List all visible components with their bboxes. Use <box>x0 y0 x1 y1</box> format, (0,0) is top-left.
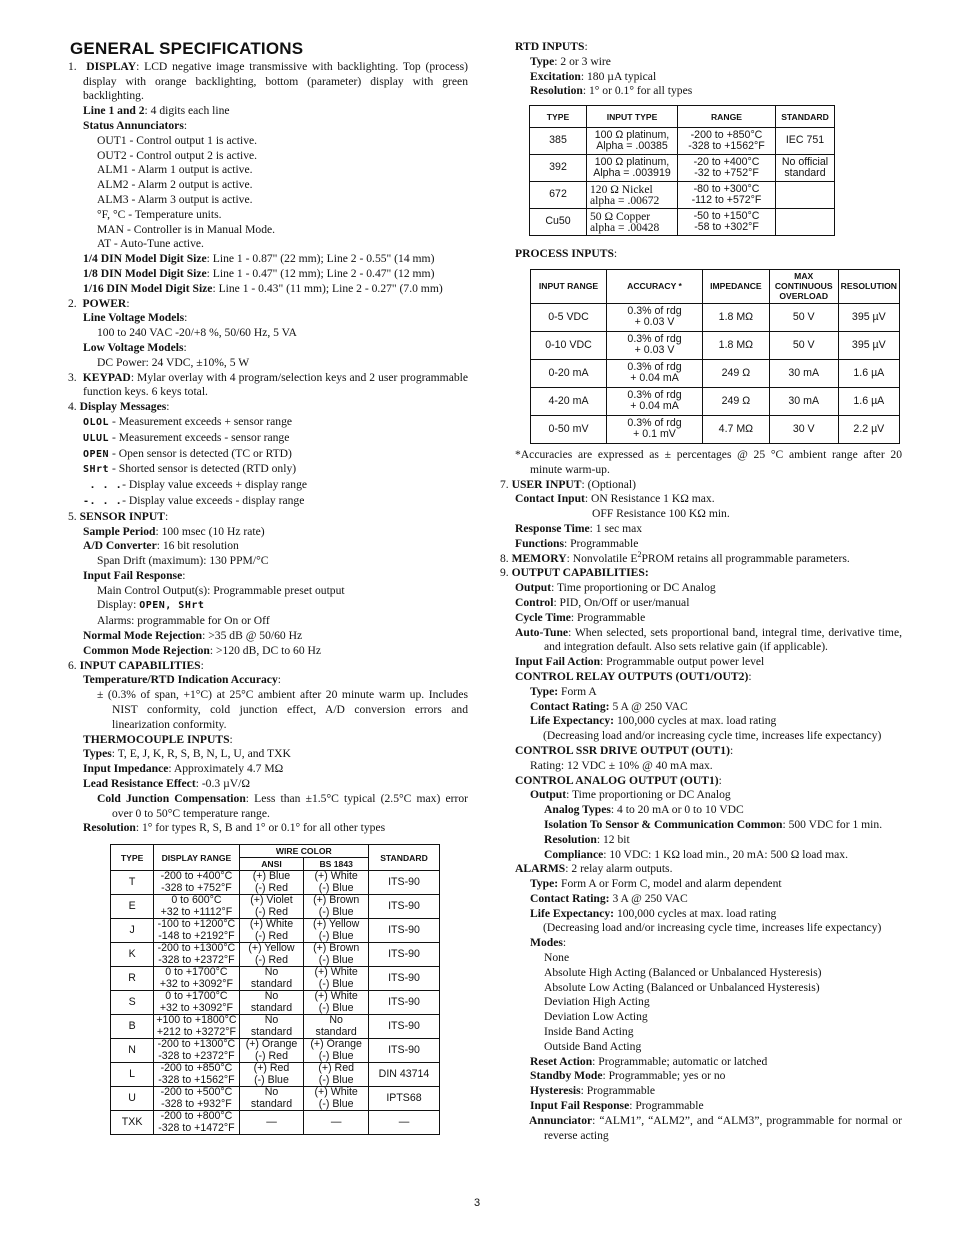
table-row <box>531 415 900 443</box>
tc-standard-cell: ITS-90 <box>369 1015 440 1039</box>
proc-max-overload-cell: 50 V <box>769 303 838 331</box>
tc-range-cell: -200 to +400°C -328 to +752°F <box>154 871 239 895</box>
tc-range-cell: -200 to +500°C -328 to +932°F <box>154 1087 239 1111</box>
table-row <box>531 331 900 359</box>
rtd-resolution: Resolution: 1° or 0.1° for all types <box>530 84 693 98</box>
spec-display: 1. DISPLAY: LCD negative image transmissive with backlighting. Top (process) display with orange backlighting, bottom (parameter) display with green backlighting. <box>68 59 468 103</box>
alarm-modes-label: Modes: <box>530 936 567 950</box>
proc-accuracy-cell: 0.3% of rdg + 0.04 mA <box>607 359 703 387</box>
tc-bs1843-cell: (+) White (-) Blue <box>304 1087 369 1111</box>
tc-ansi-cell: No standard <box>239 1015 304 1039</box>
rtd-type-cell: 392 <box>530 155 587 182</box>
alarm-mode-item: Absolute Low Acting (Balanced or Unbalanced Hysteresis) <box>544 980 820 994</box>
tc-ansi-cell: (+) Blue (-) Red <box>239 871 304 895</box>
table-row <box>111 1063 440 1087</box>
table-row <box>531 303 900 331</box>
display-message: -. . .- Display value exceeds - display range <box>83 493 305 507</box>
rtd-input-type-cell: 120 Ω Nickel alpha = .00672 <box>587 182 678 209</box>
proc-max-overload-cell: 30 mA <box>769 359 838 387</box>
user-input-functions: Functions: Programmable <box>515 536 639 550</box>
tc-ansi-cell: — <box>239 1111 304 1135</box>
output-input-fail-action: Input Fail Action: Programmable output power level <box>515 655 765 669</box>
tc-type-cell: L <box>111 1063 154 1087</box>
display-message: ULUL - Measurement exceeds - sensor range <box>83 430 290 444</box>
tc-range-cell: +100 to +1800°C +212 to +3272°F <box>154 1015 239 1039</box>
spec-keypad: 3. KEYPAD: Mylar overlay with 4 program/selection keys and 2 user programmable function keys. 6 keys total. <box>68 370 469 399</box>
tc-resolution: Resolution: 1° for types R, S, B and 1° or 0.1° for all other types <box>83 821 386 835</box>
rtd-standard-cell <box>776 182 835 209</box>
spec-user-input: 7. USER INPUT: (Optional) <box>500 477 636 491</box>
proc-impedance-cell: 4.7 MΩ <box>703 415 770 443</box>
alarm-standby-mode: Standby Mode: Programmable; yes or no <box>530 1069 726 1083</box>
display-message: SHrt - Shorted sensor is detected (RTD only) <box>83 462 297 476</box>
table-row <box>111 919 440 943</box>
output-auto-tune: Auto-Tune: When selected, sets proportional band, integral time, derivative time, and integration default. Also sets relative gain (if applicable). <box>515 625 902 654</box>
table-row <box>111 1015 440 1039</box>
col-header-impedance: IMPEDANCE <box>703 269 770 303</box>
col-header-standard: STANDARD <box>776 106 835 128</box>
tc-bs1843-cell: (+) Red (-) Blue <box>304 1063 369 1087</box>
alarms-label: ALARMS: 2 relay alarm outputs. <box>515 862 673 876</box>
tc-input-impedance: Input Impedance: Approximately 4.7 MΩ <box>83 762 284 776</box>
relay-life-note: (Decreasing load and/or increasing cycle time, increases life expectancy) <box>543 729 882 743</box>
proc-resolution-cell: 395 µV <box>838 303 899 331</box>
user-input-response-time: Response Time: 1 sec max <box>515 521 643 535</box>
tc-range-cell: -200 to +800°C -328 to +1472°F <box>154 1111 239 1135</box>
proc-max-overload-cell: 30 mA <box>769 387 838 415</box>
proc-resolution-cell: 2.2 µV <box>838 415 899 443</box>
tc-standard-cell: ITS-90 <box>369 991 440 1015</box>
relay-life-expectancy: Life Expectancy: 100,000 cycles at max. load rating <box>530 714 777 728</box>
tc-standard-cell: ITS-90 <box>369 871 440 895</box>
col-header-type: TYPE <box>530 106 587 128</box>
rtd-input-type-cell: 50 Ω Copper alpha = .00428 <box>587 209 678 236</box>
analog-isolation: Isolation To Sensor & Communication Common: 500 VDC for 1 min. <box>544 817 883 831</box>
proc-accuracy-cell: 0.3% of rdg + 0.03 V <box>607 303 703 331</box>
proc-range-cell: 0-10 VDC <box>531 331 607 359</box>
analog-types: Analog Types: 4 to 20 mA or 0 to 10 VDC <box>544 803 744 817</box>
tc-standard-cell: IPTS68 <box>369 1087 440 1111</box>
tc-range-cell: -200 to +1300°C -328 to +2372°F <box>154 943 239 967</box>
contact-input-off: OFF Resistance 100 KΩ min. <box>592 507 730 521</box>
spec-power: 2. POWER: <box>68 296 130 310</box>
alarm-mode-item: Outside Band Acting <box>544 1039 642 1053</box>
col-header-display-range: DISPLAY RANGE <box>154 845 239 871</box>
rtd-standard-cell: No official standard <box>776 155 835 182</box>
tc-ansi-cell: No standard <box>239 967 304 991</box>
alarm-mode-item: Absolute High Acting (Balanced or Unbalanced Hysteresis) <box>544 965 822 979</box>
spec-display-lines: Line 1 and 2: 4 digits each line <box>83 104 230 118</box>
proc-impedance-cell: 249 Ω <box>703 359 770 387</box>
spec-display-messages: 4. Display Messages: <box>68 400 170 414</box>
control-relay-outputs-label: CONTROL RELAY OUTPUTS (OUT1/OUT2): <box>515 669 752 683</box>
analog-output: Output: Time proportioning or DC Analog <box>530 788 731 802</box>
sample-period: Sample Period: 100 msec (10 Hz rate) <box>83 524 265 538</box>
tc-type-cell: R <box>111 967 154 991</box>
tc-range-cell: -200 to +1300°C -328 to +2372°F <box>154 1039 239 1063</box>
indication-accuracy-label: Temperature/RTD Indication Accuracy: <box>83 673 281 687</box>
tc-type-cell: K <box>111 943 154 967</box>
alarm-reset-action: Reset Action: Programmable; automatic or latched <box>530 1054 768 1068</box>
thermocouple-table <box>110 844 440 1135</box>
proc-accuracy-cell: 0.3% of rdg + 0.03 V <box>607 331 703 359</box>
tc-ansi-cell: (+) White (-) Red <box>239 919 304 943</box>
digit-size-eighth-din: 1/8 DIN Model Digit Size: Line 1 - 0.47" (12 mm); Line 2 - 0.47" (12 mm) <box>83 266 435 280</box>
tc-bs1843-cell: (+) White (-) Blue <box>304 967 369 991</box>
digit-size-quarter-din: 1/4 DIN Model Digit Size: Line 1 - 0.87" (22 mm); Line 2 - 0.55" (14 mm) <box>83 252 435 266</box>
process-inputs-label: PROCESS INPUTS: <box>515 247 618 261</box>
contact-input-on: Contact Input: ON Resistance 1 KΩ max. <box>515 492 715 506</box>
col-header-accuracy: ACCURACY * <box>607 269 703 303</box>
tc-ansi-cell: (+) Yellow (-) Red <box>239 943 304 967</box>
tc-range-cell: -100 to +1200°C -148 to +2192°F <box>154 919 239 943</box>
spec-status-annunciators: Status Annunciators: <box>83 118 188 132</box>
annunciator-item: ALM2 - Alarm 2 output is active. <box>97 178 253 192</box>
rtd-type-cell: Cu50 <box>530 209 587 236</box>
alarm-annunciator: Annunciator: “ALM1”, “ALM2”, and “ALM3”, programmable for normal or reverse acting <box>529 1113 902 1142</box>
rtd-input-type-cell: 100 Ω platinum, Alpha = .00385 <box>587 128 678 155</box>
rtd-range-cell: -200 to +850°C -328 to +1562°F <box>678 128 776 155</box>
spec-input-capabilities: 6. INPUT CAPABILITIES: <box>68 658 204 672</box>
proc-max-overload-cell: 30 V <box>769 415 838 443</box>
alarm-life-expectancy: Life Expectancy: 100,000 cycles at max. load rating <box>530 906 777 920</box>
rtd-standard-cell: IEC 751 <box>776 128 835 155</box>
tc-bs1843-cell: (+) Yellow (-) Blue <box>304 919 369 943</box>
accuracy-footnote: *Accuracies are expressed as ± percentages @ 25 °C ambient range after 20 minute warm-up. <box>515 447 902 476</box>
low-voltage-value: DC Power: 24 VDC, ±10%, 5 W <box>97 355 250 369</box>
display-message: OLOL - Measurement exceeds + sensor range <box>83 414 293 428</box>
annunciator-item: AT - Auto-Tune active. <box>97 237 204 251</box>
input-fail-response-label: Input Fail Response: <box>83 568 186 582</box>
tc-bs1843-cell: (+) Orange (-) Blue <box>304 1039 369 1063</box>
rtd-range-cell: -50 to +150°C -58 to +302°F <box>678 209 776 236</box>
proc-accuracy-cell: 0.3% of rdg + 0.1 mV <box>607 415 703 443</box>
proc-impedance-cell: 1.8 MΩ <box>703 331 770 359</box>
thermocouple-inputs-label: THERMOCOUPLE INPUTS: <box>83 732 233 746</box>
common-mode-rejection: Common Mode Rejection: >120 dB, DC to 60 Hz <box>83 643 322 657</box>
tc-bs1843-cell: No standard <box>304 1015 369 1039</box>
annunciator-item: ALM1 - Alarm 1 output is active. <box>97 163 253 177</box>
tc-range-cell: -200 to +850°C -328 to +1562°F <box>154 1063 239 1087</box>
tc-ansi-cell: (+) Orange (-) Red <box>239 1039 304 1063</box>
page-heading: GENERAL SPECIFICATIONS <box>70 39 304 58</box>
annunciator-item: °F, °C - Temperature units. <box>97 207 222 221</box>
alarm-mode-item: Deviation High Acting <box>544 995 650 1009</box>
output-control: Control: PID, On/Off or user/manual <box>515 595 690 609</box>
tc-range-cell: 0 to +1700°C +32 to +3092°F <box>154 991 239 1015</box>
tc-standard-cell: ITS-90 <box>369 967 440 991</box>
table-row <box>111 943 440 967</box>
tc-standard-cell: ITS-90 <box>369 1039 440 1063</box>
proc-resolution-cell: 1.6 µA <box>838 359 899 387</box>
tc-type-cell: J <box>111 919 154 943</box>
col-header-bs1843: BS 1843 <box>304 858 369 871</box>
spec-output-capabilities: 9. OUTPUT CAPABILITIES: <box>500 566 649 580</box>
table-row <box>111 895 440 919</box>
analog-resolution: Resolution: 12 bit <box>544 832 630 846</box>
tc-bs1843-cell: (+) White (-) Blue <box>304 871 369 895</box>
line-voltage-label: Line Voltage Models: <box>83 311 188 325</box>
alarm-mode-item: Inside Band Acting <box>544 1025 634 1039</box>
ad-converter: A/D Converter: 16 bit resolution <box>83 539 239 553</box>
alarm-type: Type: Form A or Form C, model and alarm dependent <box>530 877 782 891</box>
tc-ansi-cell: (+) Violet (-) Red <box>239 895 304 919</box>
spec-memory: 8. MEMORY: Nonvolatile $E^2PROM$ retains all programmable parameters. <box>500 549 850 565</box>
annunciator-item: OUT2 - Control output 2 is active. <box>97 148 258 162</box>
col-header-input-range: INPUT RANGE <box>531 269 607 303</box>
spec-sensor-input: 5. SENSOR INPUT: <box>68 509 169 523</box>
tc-type-cell: T <box>111 871 154 895</box>
table-row <box>530 128 835 155</box>
proc-accuracy-cell: 0.3% of rdg + 0.04 mA <box>607 387 703 415</box>
tc-standard-cell: ITS-90 <box>369 943 440 967</box>
col-header-type: TYPE <box>111 845 154 871</box>
tc-standard-cell: ITS-90 <box>369 919 440 943</box>
tc-range-cell: 0 to 600°C +32 to +1112°F <box>154 895 239 919</box>
proc-impedance-cell: 249 Ω <box>703 387 770 415</box>
table-row <box>530 155 835 182</box>
col-header-range: RANGE <box>678 106 776 128</box>
tc-type-cell: E <box>111 895 154 919</box>
proc-resolution-cell: 1.6 µA <box>838 387 899 415</box>
col-header-ansi: ANSI <box>239 858 304 871</box>
process-table <box>530 269 900 444</box>
ifr-main-output: Main Control Output(s): Programmable preset output <box>97 583 345 597</box>
tc-bs1843-cell: (+) White (-) Blue <box>304 991 369 1015</box>
tc-ansi-cell: (+) Red (-) Blue <box>239 1063 304 1087</box>
span-drift: Span Drift (maximum): 130 PPM/°C <box>97 554 269 568</box>
table-row <box>111 1039 440 1063</box>
rtd-table <box>529 105 835 236</box>
table-row <box>111 1087 440 1111</box>
table-row <box>111 871 440 895</box>
relay-contact-rating: Contact Rating: 5 A @ 250 VAC <box>530 699 688 713</box>
tc-types: Types: T, E, J, K, R, S, B, N, L, U, and TXK <box>83 747 291 761</box>
rtd-range-cell: -80 to +300°C -112 to +572°F <box>678 182 776 209</box>
proc-range-cell: 4-20 mA <box>531 387 607 415</box>
alarm-life-note: (Decreasing load and/or increasing cycle time, increases life expectancy) <box>543 921 882 935</box>
alarm-hysteresis: Hysteresis: Programmable <box>530 1084 656 1098</box>
ssr-rating: Rating: 12 VDC ± 10% @ 40 mA max. <box>530 758 713 772</box>
tc-type-cell: U <box>111 1087 154 1111</box>
table-row <box>111 1111 440 1135</box>
tc-standard-cell: ITS-90 <box>369 895 440 919</box>
tc-bs1843-cell: (+) Brown (-) Blue <box>304 943 369 967</box>
tc-range-cell: 0 to +1700°C +32 to +3092°F <box>154 967 239 991</box>
rtd-excitation: Excitation: 180 µA typical <box>530 69 657 83</box>
tc-ansi-cell: No standard <box>239 1087 304 1111</box>
proc-range-cell: 0-50 mV <box>531 415 607 443</box>
right-column <box>500 40 902 1143</box>
tc-standard-cell: — <box>369 1111 440 1135</box>
display-message: OPEN - Open sensor is detected (TC or RTD) <box>83 446 292 460</box>
col-header-standard: STANDARD <box>369 845 440 871</box>
relay-type: Type: Form A <box>530 684 597 698</box>
tc-standard-cell: DIN 43714 <box>369 1063 440 1087</box>
rtd-range-cell: -20 to +400°C -32 to +752°F <box>678 155 776 182</box>
page-number: 3 <box>473 1197 481 1209</box>
rtd-standard-cell <box>776 209 835 236</box>
table-row <box>531 359 900 387</box>
table-row <box>111 991 440 1015</box>
tc-bs1843-cell: (+) Brown (-) Blue <box>304 895 369 919</box>
ifr-display: Display: OPEN, SHrt <box>97 598 205 612</box>
tc-type-cell: S <box>111 991 154 1015</box>
alarm-input-fail-response: Input Fail Response: Programmable <box>530 1099 704 1113</box>
rtd-type-cell: 672 <box>530 182 587 209</box>
alarm-contact-rating: Contact Rating: 3 A @ 250 VAC <box>530 891 688 905</box>
col-header-wire-color: WIRE COLOR <box>239 845 368 858</box>
analog-compliance: Compliance: 10 VDC: 1 KΩ load min., 20 mA: 500 Ω load max. <box>544 847 848 861</box>
analog-output-label: CONTROL ANALOG OUTPUT (OUT1): <box>515 773 722 787</box>
table-row <box>530 209 835 236</box>
proc-max-overload-cell: 50 V <box>769 331 838 359</box>
rtd-inputs-label: RTD INPUTS: <box>515 40 588 53</box>
annunciator-item: ALM3 - Alarm 3 output is active. <box>97 192 253 206</box>
proc-range-cell: 0-5 VDC <box>531 303 607 331</box>
alarm-mode-item: None <box>544 951 570 965</box>
indication-accuracy-value: ± (0.3% of span, +1°C) at 25°C ambient after 20 minute warm up. Includes NIST conformity, cold junction effect, A/D conversion errors and linearization conformity. <box>97 688 468 731</box>
tc-type-cell: TXK <box>111 1111 154 1135</box>
left-column <box>68 40 468 1135</box>
tc-cold-junction: Cold Junction Compensation: Less than ±1.5°C typical (2.5°C max) error over 0 to 50°C temperature range. <box>97 791 468 820</box>
ssr-drive-output-label: CONTROL SSR DRIVE OUTPUT (OUT1): <box>515 743 734 757</box>
ifr-alarms: Alarms: programmable for On or Off <box>97 614 270 628</box>
tc-lead-resistance: Lead Resistance Effect: -0.3 µV/Ω <box>83 777 250 791</box>
col-header-resolution: RESOLUTION <box>838 269 899 303</box>
alarm-mode-item: Deviation Low Acting <box>544 1010 648 1024</box>
proc-resolution-cell: 395 µV <box>838 331 899 359</box>
proc-impedance-cell: 1.8 MΩ <box>703 303 770 331</box>
rtd-input-type-cell: 100 Ω platinum, Alpha = .003919 <box>587 155 678 182</box>
rtd-type-cell: 385 <box>530 128 587 155</box>
col-header-max-overload: MAX CONTINUOUS OVERLOAD <box>769 269 838 303</box>
tc-type-cell: N <box>111 1039 154 1063</box>
line-voltage-value: 100 to 240 VAC -20/+8 %, 50/60 Hz, 5 VA <box>97 326 297 340</box>
normal-mode-rejection: Normal Mode Rejection: >35 dB @ 50/60 Hz <box>83 629 303 643</box>
output-cycle-time: Cycle Time: Programmable <box>515 610 646 624</box>
table-row <box>531 387 900 415</box>
tc-ansi-cell: No standard <box>239 991 304 1015</box>
annunciator-item: OUT1 - Control output 1 is active. <box>97 133 258 147</box>
table-row <box>530 182 835 209</box>
output-type: Output: Time proportioning or DC Analog <box>515 581 716 595</box>
tc-bs1843-cell: — <box>304 1111 369 1135</box>
proc-range-cell: 0-20 mA <box>531 359 607 387</box>
rtd-type: Type: 2 or 3 wire <box>530 54 611 68</box>
low-voltage-label: Low Voltage Models: <box>83 340 187 354</box>
display-message: . . .- Display value exceeds + display range <box>83 478 308 492</box>
annunciator-item: MAN - Controller is in Manual Mode. <box>97 222 276 236</box>
tc-type-cell: B <box>111 1015 154 1039</box>
digit-size-sixteenth-din: 1/16 DIN Model Digit Size: Line 1 - 0.43" (11 mm); Line 2 - 0.27" (7.0 mm) <box>83 281 443 295</box>
table-row <box>111 967 440 991</box>
col-header-input-type: INPUT TYPE <box>587 106 678 128</box>
